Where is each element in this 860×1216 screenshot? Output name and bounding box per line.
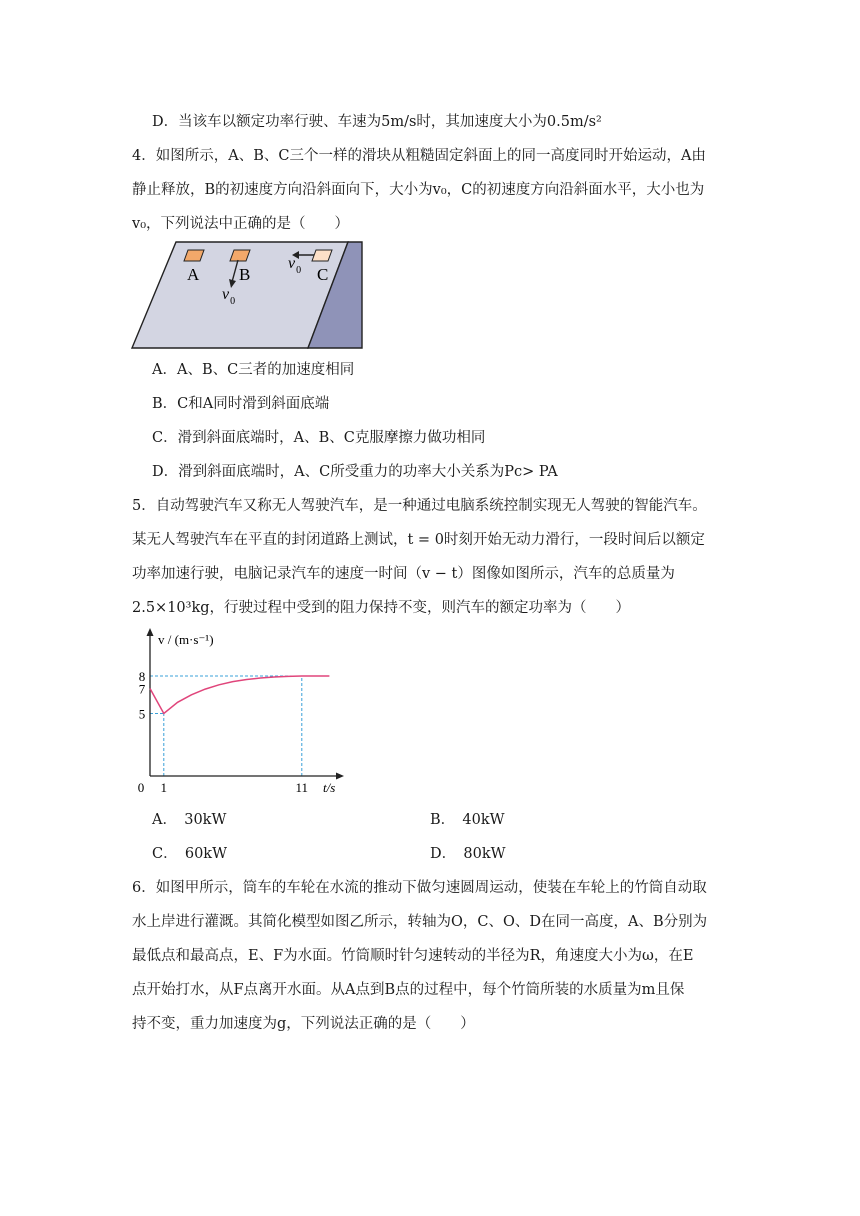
y-axis-arrow	[147, 628, 154, 636]
q5-stem-line2: 某无人驾驶汽车在平直的封闭道路上测试，t = 0时刻开始无动力滑行，一段时间后以额定	[132, 532, 705, 548]
q4-option-b: B．C和A同时滑到斜面底端	[152, 396, 330, 412]
x-tick-label-1: 1	[160, 780, 168, 795]
v0-label-b: $v_0$	[222, 286, 236, 307]
incline-figure	[128, 236, 368, 354]
q5-option-d[interactable]: D． 80kW	[430, 846, 506, 862]
q4-option-c: C．滑到斜面底端时，A、B、C克服摩擦力做功相同	[152, 430, 486, 446]
x-tick-label-0: 0	[137, 780, 145, 795]
q5-option-a[interactable]: A． 30kW	[152, 812, 227, 828]
v0-label-c: $v_0$	[288, 255, 302, 276]
block-c	[312, 250, 332, 261]
q5-option-b[interactable]: B． 40kW	[430, 812, 505, 828]
label-c: C	[317, 265, 329, 284]
label-a: A	[187, 265, 200, 284]
x-tick-label-11: 11	[295, 780, 309, 795]
y-tick-label-5: 5	[138, 706, 146, 722]
q6-stem-line5: 持不变，重力加速度为g，下列说法正确的是（ ）	[132, 1016, 475, 1032]
block-a	[184, 250, 204, 261]
y-axis-label: v / (m·s⁻¹)	[158, 632, 214, 647]
q4-option-a: A．A、B、C三者的加速度相同	[152, 362, 355, 378]
x-axis-label: t/s	[323, 780, 336, 795]
q4-stem-line1: 4．如图所示，A、B、C三个一样的滑块从粗糙固定斜面上的同一高度同时开始运动，A由	[132, 148, 706, 164]
x-axis-arrow	[336, 773, 344, 780]
q5-stem-line3: 功率加速行驶，电脑记录汽车的速度一时间（v − t）图像如图所示，汽车的总质量为	[132, 566, 675, 582]
q6-stem-line2: 水上岸进行灌溉。其简化模型如图乙所示，转轴为O，C、O、D在同一高度，A、B分别为	[132, 914, 708, 930]
y-tick-label-7: 7	[138, 681, 146, 697]
label-b: B	[239, 265, 251, 284]
q6-stem-line3: 最低点和最高点，E、F为水面。竹筒顺时针匀速转动的半径为R，角速度大小为ω，在E	[132, 948, 694, 964]
q5-option-c[interactable]: C． 60kW	[152, 846, 227, 862]
q6-stem-line4: 点开始打水，从F点离开水面。从A点到B点的过程中，每个竹筒所装的水质量为m且保	[132, 982, 685, 998]
block-b	[230, 250, 250, 261]
q5-stem-line4: 2.5×10³kg，行驶过程中受到的阻力保持不变，则汽车的额定功率为（ ）	[132, 600, 631, 616]
series-line	[150, 676, 329, 714]
velocity-time-chart	[130, 624, 360, 796]
q6-stem-line1: 6．如图甲所示，筒车的车轮在水流的推动下做匀速圆周运动，使装在车轮上的竹筒自动取	[132, 880, 707, 896]
q3-option-d: D．当该车以额定功率行驶、车速为5m/s时，其加速度大小为0.5m/s²	[152, 114, 602, 130]
q5-stem-line1: 5．自动驾驶汽车又称无人驾驶汽车，是一种通过电脑系统控制实现无人驾驶的智能汽车。	[132, 498, 707, 514]
y-tick-label-8: 8	[138, 669, 146, 684]
q4-stem-line3: v₀，下列说法中正确的是（ ）	[132, 216, 350, 232]
q4-stem-line2: 静止释放，B的初速度方向沿斜面向下，大小为v₀，C的初速度方向沿斜面水平，大小也为	[132, 182, 705, 198]
q4-option-d: D．滑到斜面底端时，A、C所受重力的功率大小关系为Pc> PA	[152, 464, 558, 480]
